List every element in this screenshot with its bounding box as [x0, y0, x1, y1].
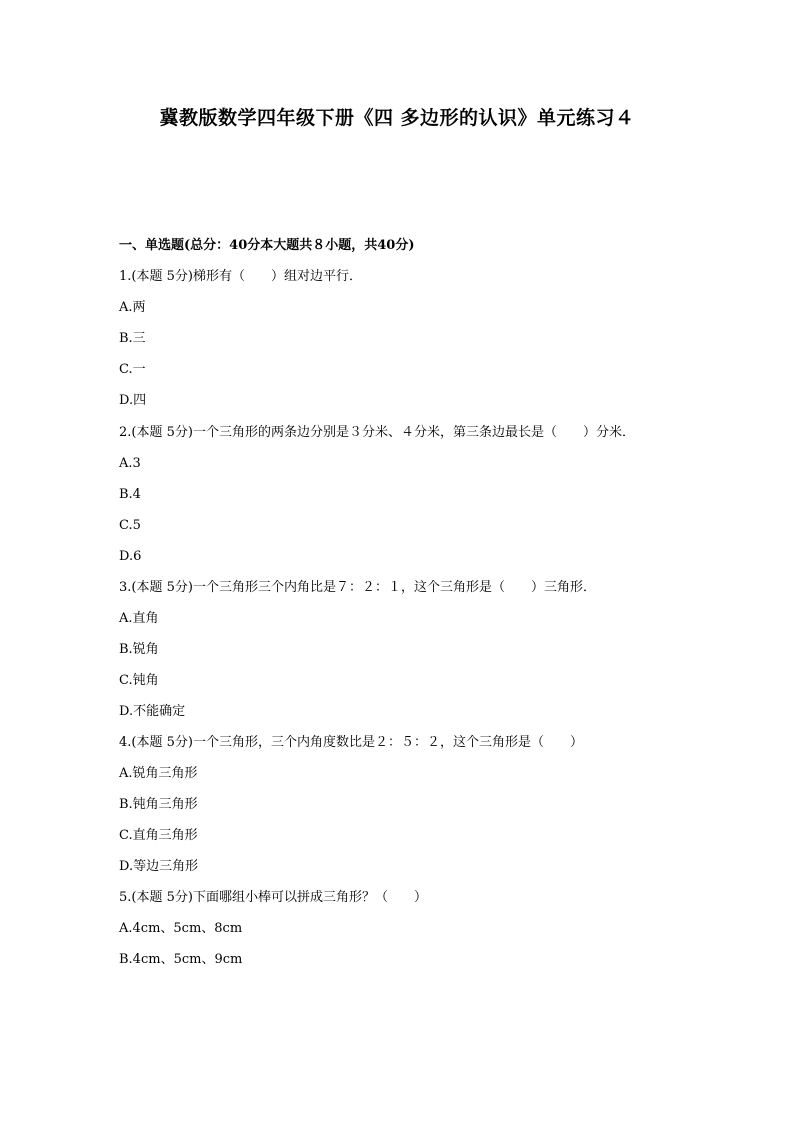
- question-4-option-c: C.直角三角形: [119, 828, 198, 843]
- question-2-option-a: A.3: [119, 456, 141, 471]
- section-heading: 一、单选题(总分：40分本大题共８小题，共40分): [119, 238, 415, 253]
- question-5-text: 5.(本题 5分)下面哪组小棒可以拼成三角形？（ ）: [119, 890, 427, 905]
- question-2-option-b: B.4: [119, 487, 141, 502]
- question-3-option-a: A.直角: [119, 611, 159, 626]
- question-2-option-d: D.6: [119, 549, 142, 564]
- question-5-option-a: A.4cm、5cm、8cm: [119, 921, 243, 936]
- question-1-option-b: B.三: [119, 331, 146, 346]
- question-1-option-d: D.四: [119, 393, 147, 408]
- document-title: 冀教版数学四年级下册《四 多边形的认识》单元练习４: [159, 107, 635, 129]
- question-1-option-a: A.两: [119, 300, 146, 315]
- question-3-option-b: B.锐角: [119, 642, 159, 657]
- question-5-option-b: B.4cm、5cm、9cm: [119, 952, 243, 967]
- question-1-text: 1.(本题 5分)梯形有（ ）组对边平行．: [119, 269, 362, 284]
- question-4-option-b: B.钝角三角形: [119, 797, 198, 812]
- question-3-text: 3.(本题 5分)一个三角形三个内角比是７：２：１，这个三角形是（ ）三角形．: [119, 580, 596, 595]
- question-1-option-c: C.一: [119, 362, 146, 377]
- question-2-text: 2.(本题 5分)一个三角形的两条边分别是３分米、４分米，第三条边最长是（ ）分米．: [119, 425, 635, 440]
- document-content: [119, 236, 684, 981]
- question-3-option-d: D.不能确定: [119, 704, 186, 719]
- question-4-text: 4.(本题 5分)一个三角形，三个内角度数比是２：５：２，这个三角形是（ ）: [119, 735, 583, 750]
- question-3-option-c: C.钝角: [119, 673, 159, 688]
- question-4-option-d: D.等边三角形: [119, 859, 199, 874]
- question-2-option-c: C.5: [119, 518, 141, 533]
- question-4-option-a: A.锐角三角形: [119, 766, 198, 781]
